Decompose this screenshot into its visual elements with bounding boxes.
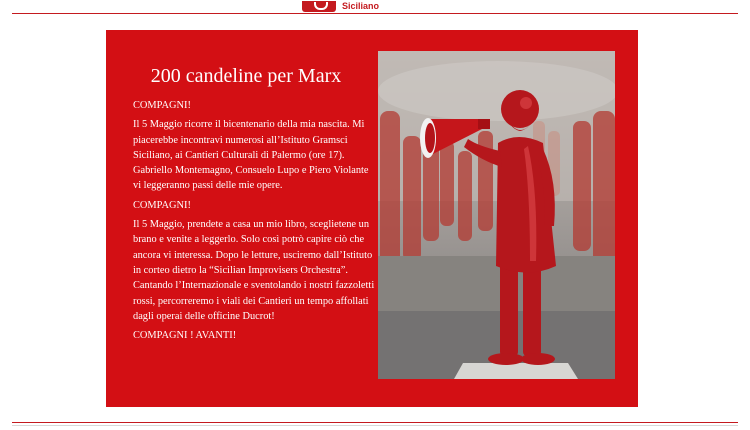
footer-rule-light [12,425,738,426]
logo-mark-icon [302,1,336,12]
paragraph-comrades-1: COMPAGNI! [133,100,191,111]
poster-title: 200 candeline per Marx [150,65,342,87]
marx-statue-illustration [378,51,615,379]
poster-text [133,98,378,347]
header-rule [12,13,738,14]
paragraph-invitation: Il 5 Maggio ricorre il bicentenario della mia nascita. Mi piacerebbe incontravi numerosi all’Istituto Gramsci Siciliano, ai Cantieri Culturali di Palermo (ore 17). Gabriello Montemagno, Consuelo Lupo e Piero Violante vi leggeranno passi delle mie opere. [133,119,369,192]
poster-panel [106,30,638,407]
logo-text: Siciliano [342,1,380,11]
institute-logo [302,0,379,12]
marx-statue-photo [378,51,615,379]
footer-rule [12,422,738,423]
paragraph-instructions: Il 5 Maggio, prendete a casa un mio libro, sceglietene un brano e venite a leggerlo. Solo così potrò capire ciò che ancora vi interessa. Dopo le letture, usciremo dall’Istituto in corteo dietro la “Sicilian Improvisers Orchestra”. Cantando l’Internazionale e sventolando i nostri fazzoletti rossi, percorreremo i viali dei Cantieri un tempo affollati dagli operai delle officine Ducrot! [133,219,375,322]
paragraph-comrades-2: COMPAGNI! [133,199,191,211]
paragraph-forward: COMPAGNI ! AVANTI! [133,330,237,342]
